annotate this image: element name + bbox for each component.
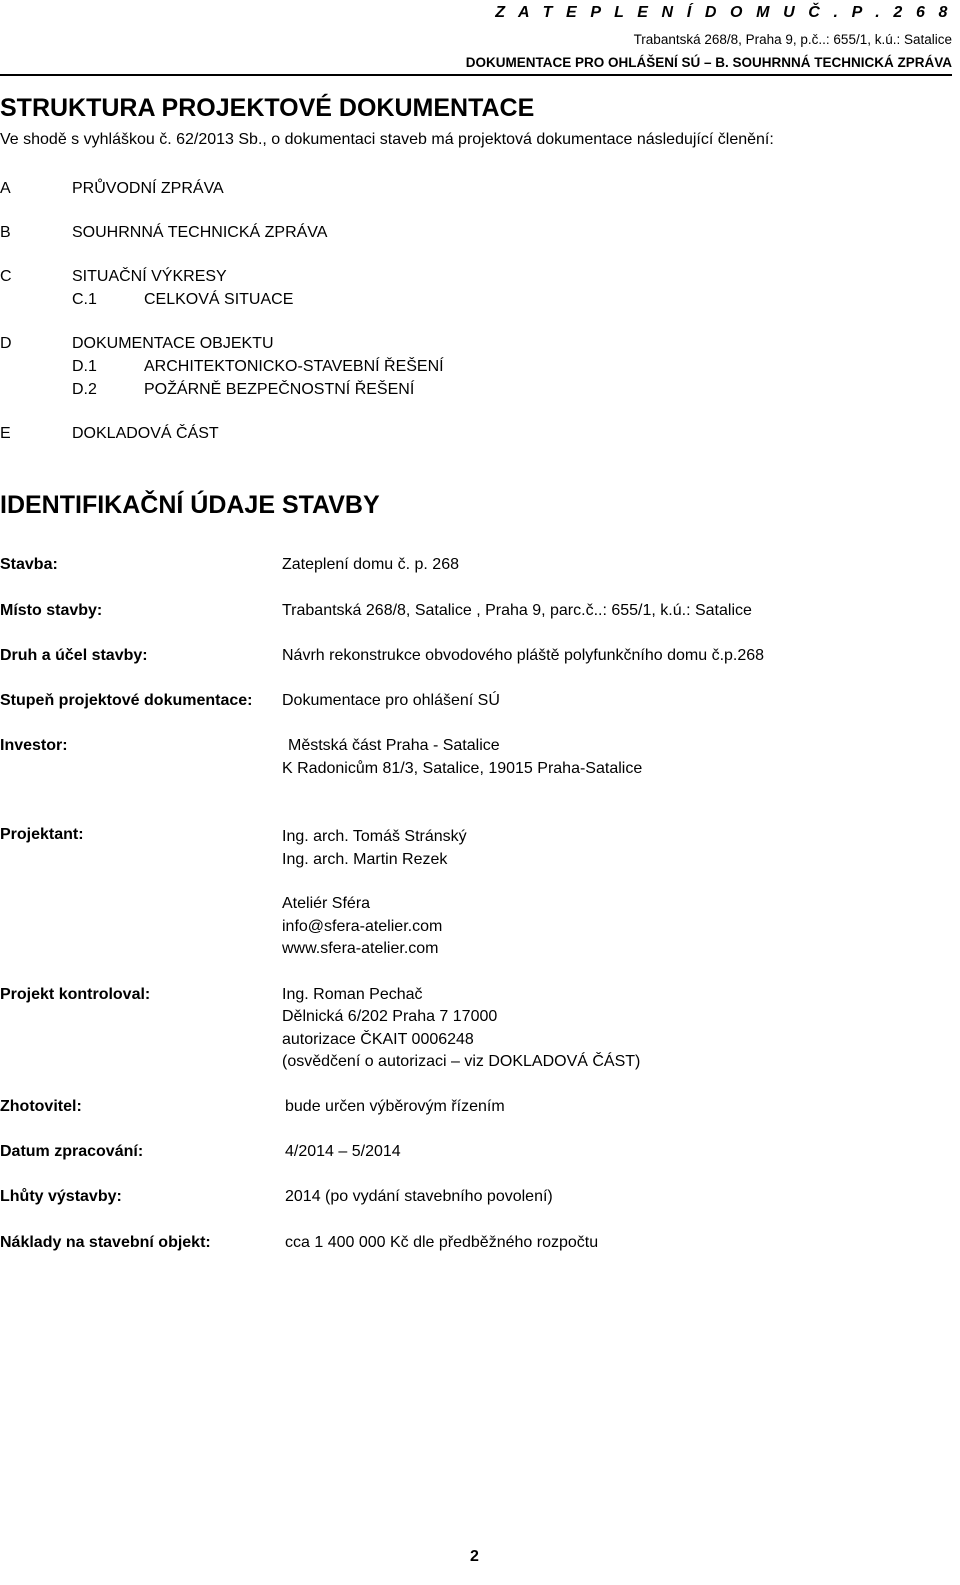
header-document-type: DOKUMENTACE PRO OHLÁŠENÍ SÚ – B. SOUHRNNÁ TECHNICKÁ ZPRÁVA (465, 55, 952, 70)
subsection-code: C.1 (72, 291, 97, 308)
projektant-label: Projektant: (0, 826, 84, 843)
subsection-title: ARCHITEKTONICKO-STAVEBNÍ ŘEŠENÍ (144, 358, 444, 375)
investor-label: Investor: (0, 737, 68, 754)
lhuty-value: 2014 (po vydání stavebního povolení) (285, 1188, 553, 1205)
kontrola-address: Dělnická 6/202 Praha 7 17000 (282, 1008, 498, 1025)
lhuty-label: Lhůty výstavby: (0, 1188, 122, 1205)
subsection-title: CELKOVÁ SITUACE (144, 291, 294, 308)
zhotovitel-value: bude určen výběrovým řízením (285, 1098, 505, 1115)
page-number: 2 (470, 1548, 479, 1565)
subsection-title: POŽÁRNĚ BEZPEČNOSTNÍ ŘEŠENÍ (144, 381, 415, 398)
header-address: Trabantská 268/8, Praha 9, p.č..: 655/1, k.ú.: Satalice (633, 32, 952, 47)
structure-heading: STRUKTURA PROJEKTOVÉ DOKUMENTACE (0, 94, 535, 122)
section-letter: E (0, 425, 11, 442)
header-divider (0, 74, 952, 76)
document-title: Z A T E P L E N Í D O M U Č . P . 2 6 8 (495, 4, 952, 21)
studio-email: info@sfera-atelier.com (282, 918, 443, 935)
section-title: SOUHRNNÁ TECHNICKÁ ZPRÁVA (72, 224, 328, 241)
subsection-code: D.1 (72, 358, 97, 375)
stavba-value: Zateplení domu č. p. 268 (282, 556, 459, 573)
identification-heading: IDENTIFIKAČNÍ ÚDAJE STAVBY (0, 491, 380, 519)
projektant-name: Ing. arch. Martin Rezek (282, 851, 448, 868)
kontrola-note: (osvědčení o autorizaci – viz DOKLADOVÁ ČÁST) (282, 1053, 641, 1070)
section-title: DOKUMENTACE OBJEKTU (72, 335, 274, 352)
stupen-value: Dokumentace pro ohlášení SÚ (282, 692, 500, 709)
kontrola-authorization: autorizace ČKAIT 0006248 (282, 1031, 474, 1048)
section-letter: B (0, 224, 11, 241)
studio-name: Ateliér Sféra (282, 895, 371, 912)
structure-intro: Ve shodě s vyhláškou č. 62/2013 Sb., o dokumentaci staveb má projektová dokumentace následující členění: (0, 131, 774, 148)
section-title: SITUAČNÍ VÝKRESY (72, 268, 227, 285)
stavba-label: Stavba: (0, 556, 58, 573)
section-letter: D (0, 335, 12, 352)
druh-value: Návrh rekonstrukce obvodového pláště polyfunkčního domu č.p.268 (282, 647, 765, 664)
projektant-name: Ing. arch. Tomáš Stránský (282, 828, 467, 845)
kontrola-label: Projekt kontroloval: (0, 986, 151, 1003)
zhotovitel-label: Zhotovitel: (0, 1098, 82, 1115)
section-title: DOKLADOVÁ ČÁST (72, 425, 219, 442)
subsection-code: D.2 (72, 381, 97, 398)
investor-name: Městská část Praha - Satalice (288, 737, 500, 754)
datum-value: 4/2014 – 5/2014 (285, 1143, 401, 1160)
naklady-label: Náklady na stavební objekt: (0, 1234, 211, 1251)
investor-address: K Radonicům 81/3, Satalice, 19015 Praha-Satalice (282, 760, 643, 777)
datum-label: Datum zpracování: (0, 1143, 144, 1160)
section-letter: C (0, 268, 12, 285)
kontrola-name: Ing. Roman Pechač (282, 986, 423, 1003)
studio-web: www.sfera-atelier.com (282, 940, 439, 957)
section-letter: A (0, 180, 11, 197)
stupen-label: Stupeň projektové dokumentace: (0, 692, 253, 709)
section-title: PRŮVODNÍ ZPRÁVA (72, 180, 224, 197)
misto-value: Trabantská 268/8, Satalice , Praha 9, parc.č..: 655/1, k.ú.: Satalice (282, 602, 752, 619)
druh-label: Druh a účel stavby: (0, 647, 148, 664)
naklady-value: cca 1 400 000 Kč dle předběžného rozpočtu (285, 1234, 599, 1251)
misto-label: Místo stavby: (0, 602, 103, 619)
